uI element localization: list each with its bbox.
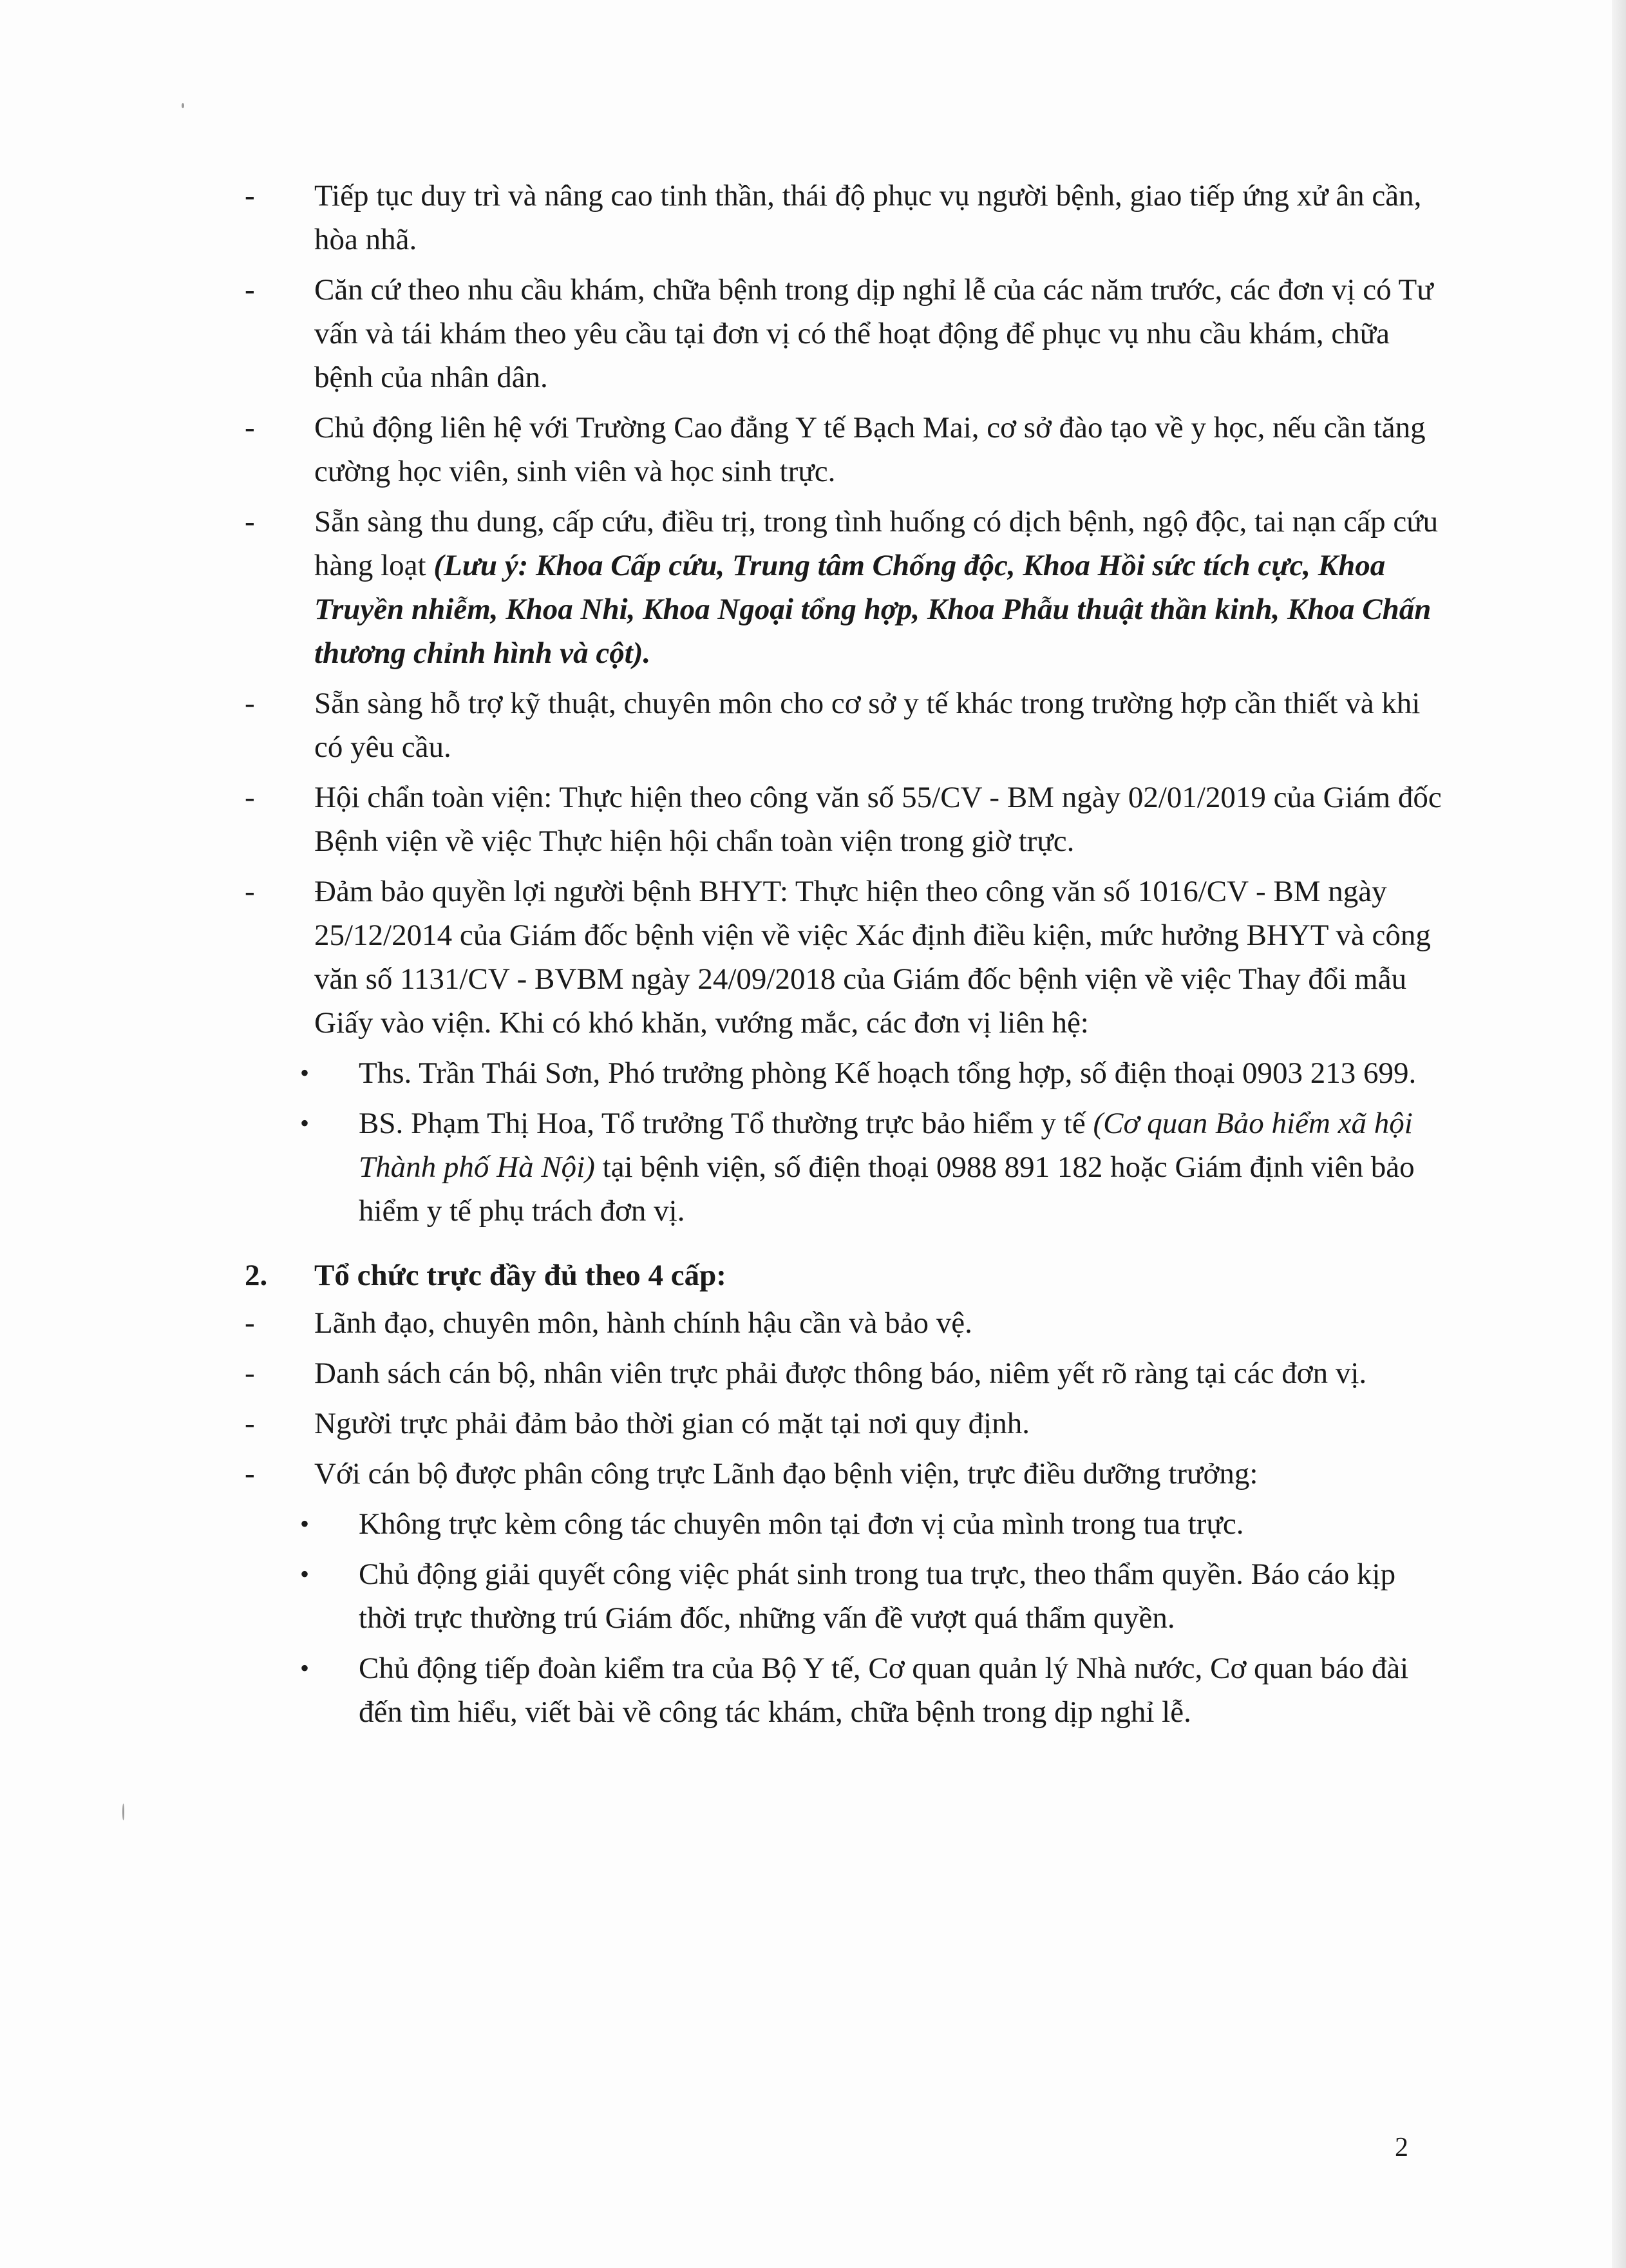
bullet-text: Chủ động tiếp đoàn kiểm tra của Bộ Y tế, Cơ quan quản lý Nhà nước, Cơ quan báo đài đến tìm hiểu, viết bài về công tác khám, chữa bệnh trong dịp nghỉ lễ. <box>359 1652 1409 1729</box>
item-text: Sẵn sàng hỗ trợ kỹ thuật, chuyên môn cho cơ sở y tế khác trong trường hợp cần thiết và khi có yêu cầu. <box>314 687 1421 764</box>
list-item <box>245 681 1442 769</box>
item-text: Chủ động liên hệ với Trường Cao đẳng Y tế Bạch Mai, cơ sở đào tạo về y học, nếu cần tăng cường học viên, sinh viên và học sinh trực. <box>314 411 1426 488</box>
list-item <box>245 1351 1442 1395</box>
dash-marker: - <box>245 273 255 307</box>
contact-text: BS. Phạm Thị Hoa, Tổ trưởng Tổ thường trực bảo hiểm y tế <box>359 1107 1093 1140</box>
dash-marker: - <box>245 179 255 213</box>
item-text: Căn cứ theo nhu cầu khám, chữa bệnh trong dịp nghỉ lễ của các năm trước, các đơn vị có Tư vấn và tái khám theo yêu cầu tại đơn vị có thể hoạt động để phục vụ nhu cầu khám, chữa bệnh của nhân dân. <box>314 273 1433 394</box>
list-item <box>245 870 1442 1045</box>
list-item <box>245 268 1442 399</box>
contact-bullet <box>245 1101 1442 1233</box>
list-item <box>245 174 1442 262</box>
page-number: 2 <box>1395 2133 1408 2162</box>
item-text: Tiếp tục duy trì và nâng cao tinh thần, thái độ phục vụ người bệnh, giao tiếp ứng xử ân cần, hòa nhã. <box>314 179 1422 256</box>
scan-speck <box>182 103 184 108</box>
dash-marker: - <box>245 1357 255 1390</box>
page-edge-shadow <box>1612 0 1626 2268</box>
item-text: Hội chẩn toàn viện: Thực hiện theo công văn số 55/CV - BM ngày 02/01/2019 của Giám đốc Bệnh viện về việc Thực hiện hội chẩn toàn viện trong giờ trực. <box>314 781 1442 858</box>
bullet-marker: • <box>300 1058 310 1087</box>
bullet-marker: • <box>300 1509 310 1538</box>
list-item <box>245 1452 1442 1496</box>
list-item <box>245 406 1442 493</box>
duty-bullet <box>245 1646 1442 1734</box>
section-heading <box>245 1253 1442 1297</box>
list-item <box>245 776 1442 863</box>
section-number: 2. <box>245 1259 268 1292</box>
list-item <box>245 500 1442 675</box>
duty-bullet <box>245 1552 1442 1640</box>
dash-marker: - <box>245 505 255 538</box>
contact-text: Ths. Trần Thái Sơn, Phó trưởng phòng Kế hoạch tổng hợp, số điện thoại 0903 213 699. <box>359 1056 1417 1090</box>
bullet-marker: • <box>300 1653 310 1682</box>
dash-marker: - <box>245 1306 255 1340</box>
duty-bullet <box>245 1502 1442 1546</box>
contact-italic-note: (Cơ quan Bảo hiểm xã hội Thành phố Hà Nội) <box>359 1107 1413 1184</box>
list-item <box>245 1301 1442 1345</box>
bullet-text: Chủ động giải quyết công việc phát sinh trong tua trực, theo thẩm quyền. Báo cáo kịp thời trực thường trú Giám đốc, những vấn đề vượt quá thẩm quyền. <box>359 1558 1396 1635</box>
section-title: Tổ chức trực đầy đủ theo 4 cấp: <box>314 1259 726 1292</box>
dash-marker: - <box>245 1457 255 1491</box>
dash-marker: - <box>245 687 255 720</box>
contact-text-after: tại bệnh viện, số điện thoại 0988 891 182 hoặc Giám định viên bảo hiểm y tế phụ trách đơn vị. <box>359 1150 1415 1228</box>
dash-marker: - <box>245 781 255 814</box>
document-body <box>245 174 1442 1740</box>
item-text: Lãnh đạo, chuyên môn, hành chính hậu cần và bảo vệ. <box>314 1306 972 1340</box>
bullet-marker: • <box>300 1109 310 1138</box>
item-text: Đảm bảo quyền lợi người bệnh BHYT: Thực hiện theo công văn số 1016/CV - BM ngày 25/12/2014 của Giám đốc bệnh viện về việc Xác định điều kiện, mức hưởng BHYT và công văn số 1131/CV - BVBM ngày 24/09/2018 của Giám đốc bệnh viện về việc Thay đổi mẫu Giấy vào viện. Khi có khó khăn, vướng mắc, các đơn vị liên hệ: <box>314 875 1431 1040</box>
emphasis-note: (Lưu ý: Khoa Cấp cứu, Trung tâm Chống độc, Khoa Hồi sức tích cực, Khoa Truyền nhiễm, Khoa Nhi, Khoa Ngoại tổng hợp, Khoa Phẫu thuật thần kinh, Khoa Chấn thương chỉnh hình và cột). <box>314 549 1432 670</box>
contact-bullet <box>245 1051 1442 1095</box>
scan-speck <box>122 1804 124 1820</box>
list-item <box>245 1402 1442 1445</box>
item-text: Danh sách cán bộ, nhân viên trực phải được thông báo, niêm yết rõ ràng tại các đơn vị. <box>314 1357 1367 1390</box>
dash-marker: - <box>245 1407 255 1440</box>
item-text: Với cán bộ được phân công trực Lãnh đạo bệnh viện, trực điều dưỡng trưởng: <box>314 1457 1258 1491</box>
dash-marker: - <box>245 875 255 908</box>
bullet-text: Không trực kèm công tác chuyên môn tại đơn vị của mình trong tua trực. <box>359 1507 1244 1541</box>
dash-marker: - <box>245 411 255 444</box>
item-text: Sẵn sàng thu dung, cấp cứu, điều trị, trong tình huống có dịch bệnh, ngộ độc, tai nạn cấp cứu hàng loạt <box>314 505 1439 582</box>
item-text: Người trực phải đảm bảo thời gian có mặt tại nơi quy định. <box>314 1407 1030 1440</box>
bullet-marker: • <box>300 1559 310 1588</box>
